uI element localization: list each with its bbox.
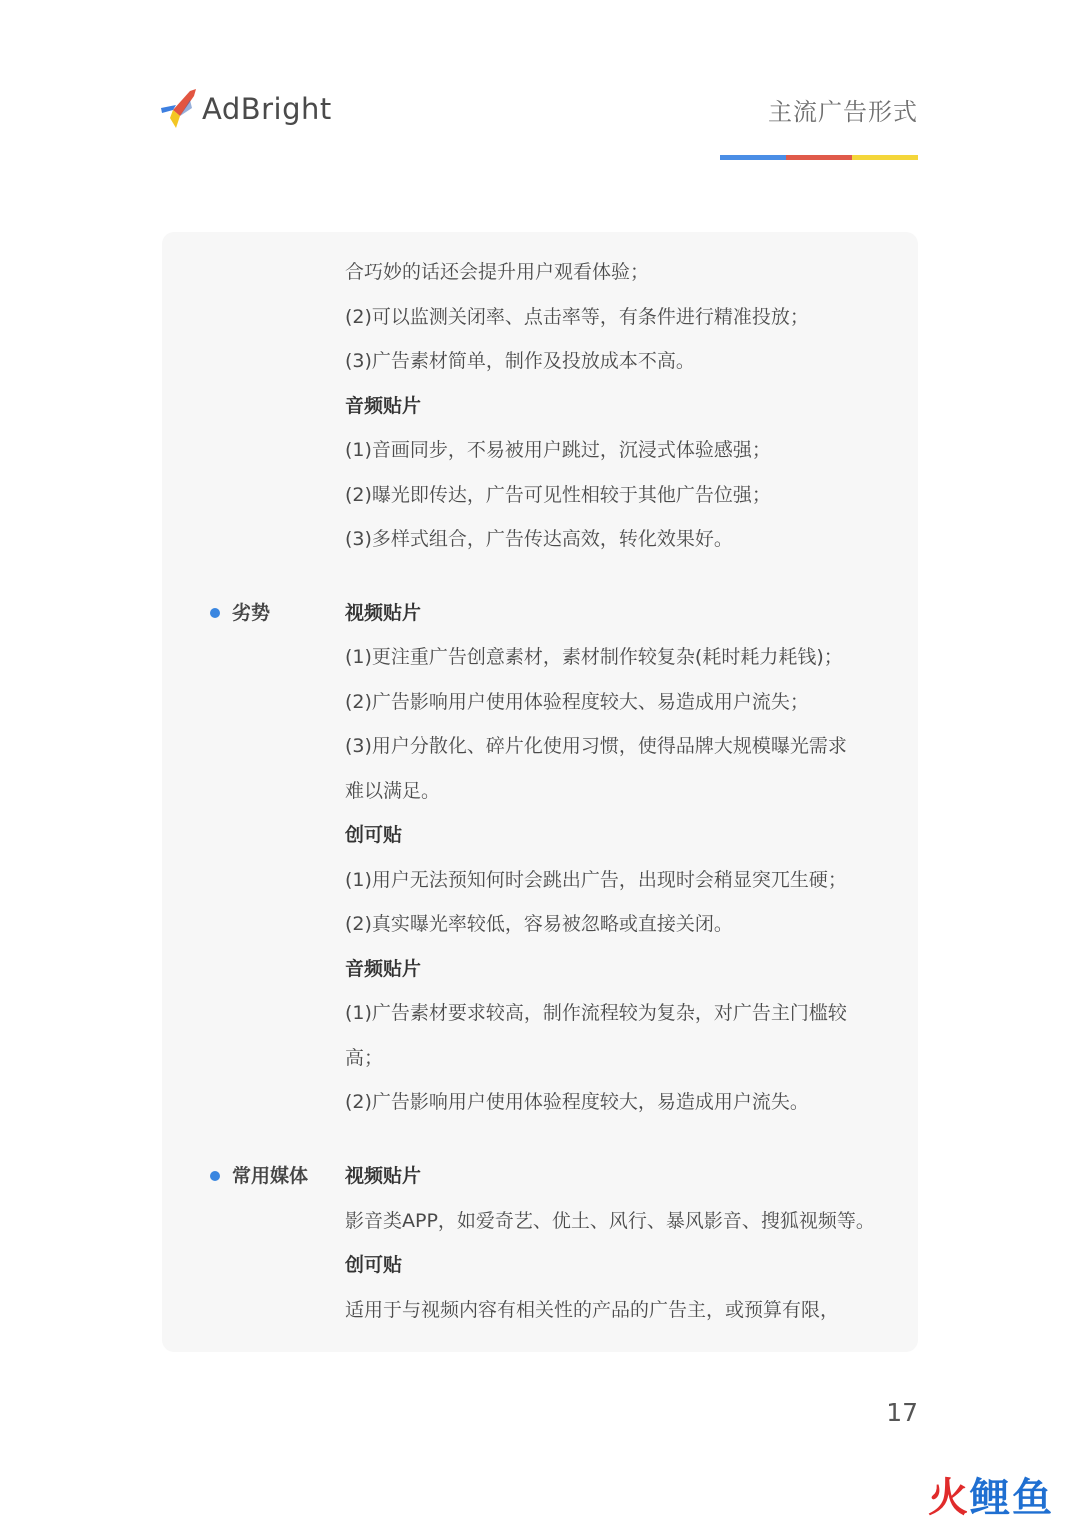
text-line: (2)可以监测关闭率、点击率等，有条件进行精准投放； <box>345 306 809 328</box>
subsection-heading: 音频贴片 <box>345 395 422 417</box>
text-line: (1)更注重广告创意素材，素材制作较复杂(耗时耗力耗钱)； <box>345 646 843 668</box>
subsection-heading: 创可贴 <box>345 1254 403 1276</box>
side-label-text: 常用媒体 <box>232 1165 309 1187</box>
text-line: 高； <box>345 1047 384 1069</box>
watermark <box>928 1466 1054 1523</box>
text-line: 适用于与视频内容有相关性的产品的广告主，或预算有限， <box>345 1299 840 1321</box>
text-line: (3)广告素材简单，制作及投放成本不高。 <box>345 350 695 372</box>
adbright-logo <box>160 86 332 132</box>
accent-yellow <box>852 155 918 160</box>
subsection-heading: 视频贴片 <box>345 1165 422 1187</box>
text-line: (3)用户分散化、碎片化使用习惯，使得品牌大规模曝光需求 <box>345 735 847 757</box>
text-line: (1)广告素材要求较高，制作流程较为复杂，对广告主门槛较 <box>345 1002 847 1024</box>
text-line: (2)广告影响用户使用体验程度较大、易造成用户流失； <box>345 691 809 713</box>
text-line: (1)用户无法预知何时会跳出广告，出现时会稍显突兀生硬； <box>345 869 847 891</box>
text-line: 影音类APP，如爱奇艺、优土、风行、暴风影音、搜狐视频等。 <box>345 1210 875 1232</box>
text-line: (1)音画同步，不易被用户跳过，沉浸式体验感强； <box>345 439 771 461</box>
brand-name: AdBright <box>202 92 332 126</box>
text-line: 合巧妙的话还会提升用户观看体验； <box>345 261 650 283</box>
text-line: (3)多样式组合，广告传达高效，转化效果好。 <box>345 528 733 550</box>
text-line: (2)广告影响用户使用体验程度较大，易造成用户流失。 <box>345 1091 809 1113</box>
text-line: 难以满足。 <box>345 780 441 802</box>
rocket-logo-icon <box>160 88 198 130</box>
bullet-dot <box>210 1171 220 1181</box>
section-title: 主流广告形式 <box>768 98 918 126</box>
title-accent-bar <box>720 155 918 160</box>
text-line: (2)曝光即传达，广告可见性相较于其他广告位强； <box>345 484 771 506</box>
accent-blue <box>720 155 786 160</box>
watermark-fire: 火 <box>928 1475 970 1521</box>
watermark-rest: 鲤鱼 <box>970 1475 1054 1521</box>
subsection-heading: 音频贴片 <box>345 958 422 980</box>
subsection-heading: 视频贴片 <box>345 602 422 624</box>
side-label-disadvantage <box>210 600 270 626</box>
accent-red <box>786 155 852 160</box>
subsection-heading: 创可贴 <box>345 824 403 846</box>
bullet-dot <box>210 608 220 618</box>
page-number: 17 <box>886 1398 918 1427</box>
text-line: (2)真实曝光率较低，容易被忽略或直接关闭。 <box>345 913 733 935</box>
side-label-media <box>210 1163 308 1189</box>
side-label-text: 劣势 <box>232 602 271 624</box>
